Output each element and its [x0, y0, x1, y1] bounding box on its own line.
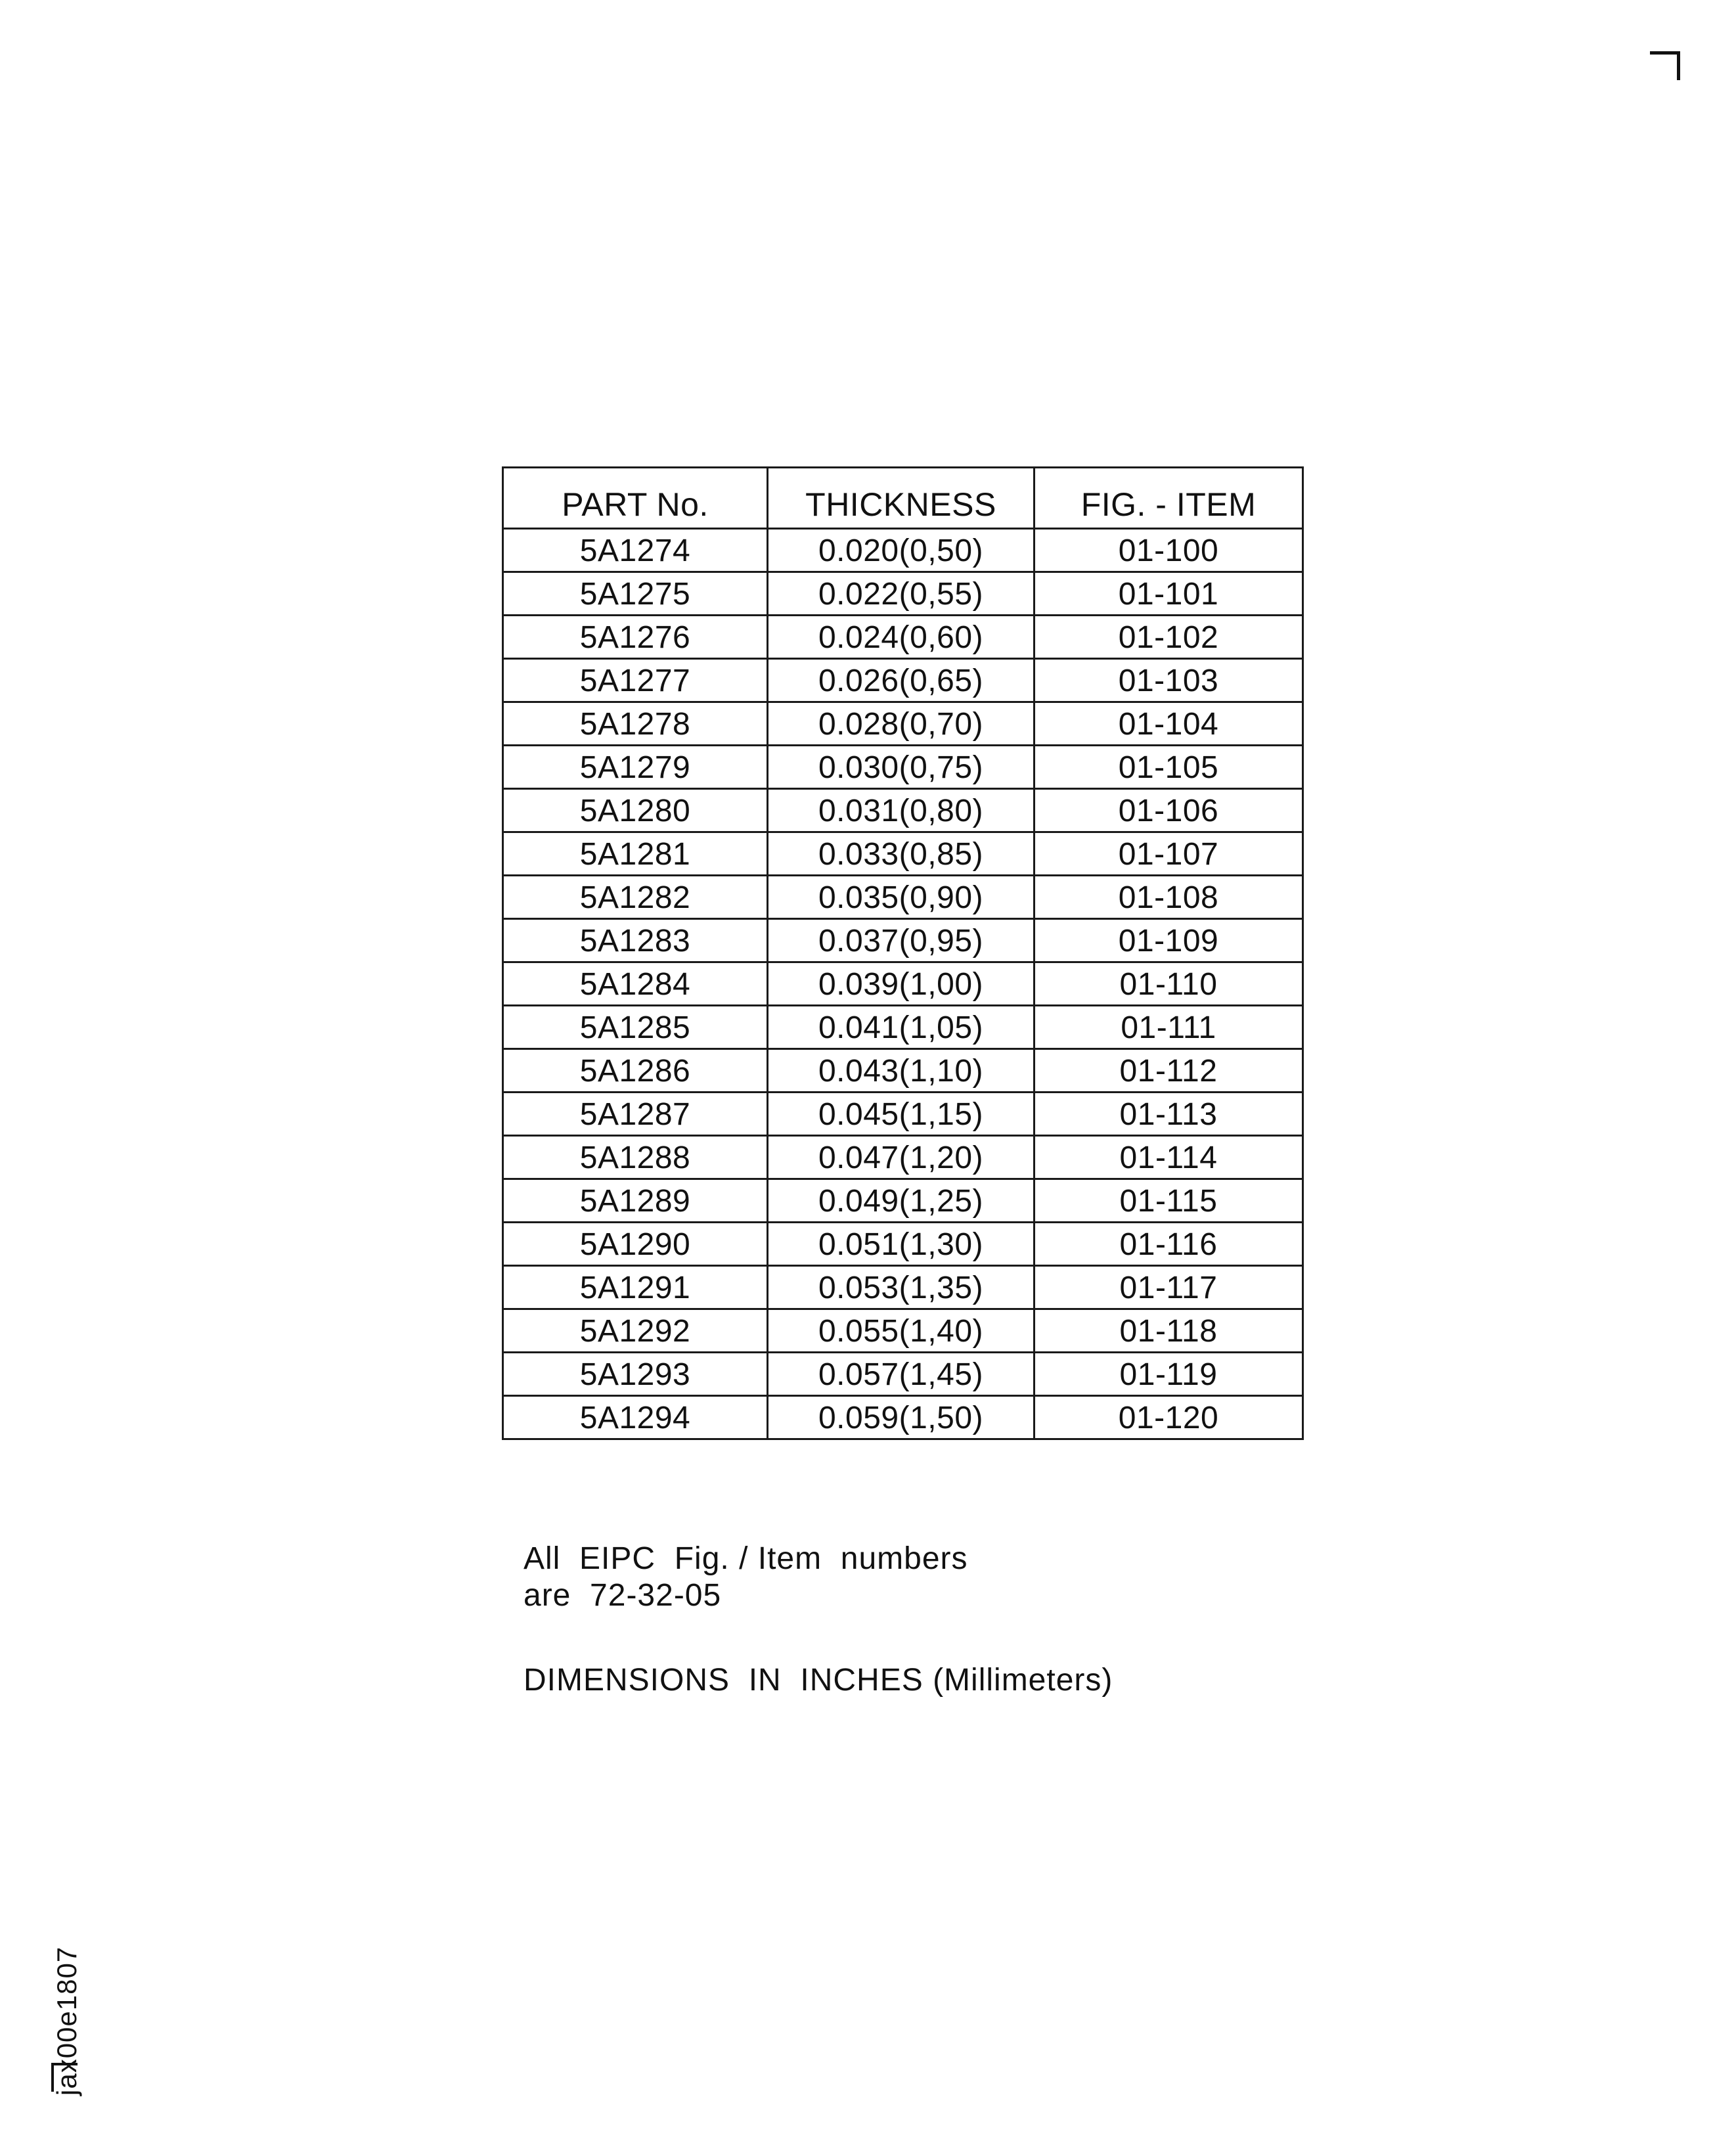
cell-part-no: 5A1294 [503, 1396, 768, 1439]
cell-fig-item: 01-104 [1035, 702, 1303, 746]
parts-table-container [502, 466, 1302, 1440]
parts-table [502, 466, 1304, 1440]
cell-part-no: 5A1280 [503, 789, 768, 832]
cell-part-no: 5A1274 [503, 529, 768, 572]
table-row [503, 659, 1303, 702]
table-row [503, 1309, 1303, 1353]
cell-thickness: 0.055(1,40) [768, 1309, 1035, 1353]
cell-thickness: 0.028(0,70) [768, 702, 1035, 746]
table-row [503, 876, 1303, 919]
table-row [503, 1179, 1303, 1223]
cell-fig-item: 01-103 [1035, 659, 1303, 702]
table-row [503, 1266, 1303, 1309]
cell-fig-item: 01-107 [1035, 832, 1303, 876]
cell-fig-item: 01-105 [1035, 746, 1303, 789]
cell-thickness: 0.053(1,35) [768, 1266, 1035, 1309]
cell-part-no: 5A1275 [503, 572, 768, 616]
cell-part-no: 5A1281 [503, 832, 768, 876]
cell-fig-item: 01-116 [1035, 1223, 1303, 1266]
cell-thickness: 0.059(1,50) [768, 1396, 1035, 1439]
cell-thickness: 0.024(0,60) [768, 616, 1035, 659]
cell-thickness: 0.051(1,30) [768, 1223, 1035, 1266]
header-part-no: PART No. [503, 468, 768, 529]
cell-thickness: 0.022(0,55) [768, 572, 1035, 616]
cell-part-no: 5A1282 [503, 876, 768, 919]
table-row [503, 1049, 1303, 1093]
header-thickness: THICKNESS [768, 468, 1035, 529]
cell-thickness: 0.057(1,45) [768, 1353, 1035, 1396]
crop-mark-top-right [1650, 51, 1680, 80]
cell-fig-item: 01-101 [1035, 572, 1303, 616]
table-row [503, 1353, 1303, 1396]
cell-part-no: 5A1278 [503, 702, 768, 746]
cell-thickness: 0.047(1,20) [768, 1136, 1035, 1179]
cell-fig-item: 01-110 [1035, 962, 1303, 1006]
cell-thickness: 0.043(1,10) [768, 1049, 1035, 1093]
table-row [503, 789, 1303, 832]
table-row [503, 746, 1303, 789]
cell-part-no: 5A1289 [503, 1179, 768, 1223]
cell-part-no: 5A1285 [503, 1006, 768, 1049]
table-row [503, 572, 1303, 616]
dimensions-note: DIMENSIONS IN INCHES (Millimeters) [523, 1663, 1113, 1698]
cell-thickness: 0.026(0,65) [768, 659, 1035, 702]
cell-part-no: 5A1293 [503, 1353, 768, 1396]
cell-thickness: 0.035(0,90) [768, 876, 1035, 919]
cell-thickness: 0.020(0,50) [768, 529, 1035, 572]
eipc-note [523, 1541, 968, 1614]
cell-fig-item: 01-106 [1035, 789, 1303, 832]
cell-fig-item: 01-109 [1035, 919, 1303, 962]
cell-thickness: 0.031(0,80) [768, 789, 1035, 832]
eipc-note-line-2: are 72-32-05 [523, 1578, 722, 1613]
table-body [503, 529, 1303, 1439]
cell-fig-item: 01-102 [1035, 616, 1303, 659]
table-header-row [503, 468, 1303, 529]
cell-part-no: 5A1284 [503, 962, 768, 1006]
table-row [503, 702, 1303, 746]
cell-thickness: 0.049(1,25) [768, 1179, 1035, 1223]
cell-part-no: 5A1288 [503, 1136, 768, 1179]
table-row [503, 832, 1303, 876]
cell-part-no: 5A1276 [503, 616, 768, 659]
cell-fig-item: 01-100 [1035, 529, 1303, 572]
cell-thickness: 0.033(0,85) [768, 832, 1035, 876]
cell-fig-item: 01-117 [1035, 1266, 1303, 1309]
cell-thickness: 0.030(0,75) [768, 746, 1035, 789]
cell-part-no: 5A1277 [503, 659, 768, 702]
table-row [503, 1136, 1303, 1179]
table-row [503, 1093, 1303, 1136]
table-row [503, 1396, 1303, 1439]
table-row [503, 1223, 1303, 1266]
cell-part-no: 5A1292 [503, 1309, 768, 1353]
eipc-note-line-1: All EIPC Fig. / Item numbers [523, 1541, 968, 1576]
table-row [503, 616, 1303, 659]
cell-fig-item: 01-120 [1035, 1396, 1303, 1439]
cell-fig-item: 01-119 [1035, 1353, 1303, 1396]
cell-part-no: 5A1286 [503, 1049, 768, 1093]
cell-part-no: 5A1291 [503, 1266, 768, 1309]
cell-fig-item: 01-115 [1035, 1179, 1303, 1223]
cell-fig-item: 01-113 [1035, 1093, 1303, 1136]
table-row [503, 919, 1303, 962]
cell-part-no: 5A1279 [503, 746, 768, 789]
cell-fig-item: 01-112 [1035, 1049, 1303, 1093]
cell-thickness: 0.039(1,00) [768, 962, 1035, 1006]
cell-part-no: 5A1283 [503, 919, 768, 962]
cell-fig-item: 01-111 [1035, 1006, 1303, 1049]
header-fig-item: FIG. - ITEM [1035, 468, 1303, 529]
table-row [503, 529, 1303, 572]
cell-fig-item: 01-114 [1035, 1136, 1303, 1179]
document-code: jax00e1807 [51, 1946, 82, 2096]
cell-thickness: 0.037(0,95) [768, 919, 1035, 962]
table-row [503, 962, 1303, 1006]
cell-fig-item: 01-108 [1035, 876, 1303, 919]
cell-part-no: 5A1290 [503, 1223, 768, 1266]
cell-thickness: 0.041(1,05) [768, 1006, 1035, 1049]
table-row [503, 1006, 1303, 1049]
cell-part-no: 5A1287 [503, 1093, 768, 1136]
cell-fig-item: 01-118 [1035, 1309, 1303, 1353]
cell-thickness: 0.045(1,15) [768, 1093, 1035, 1136]
